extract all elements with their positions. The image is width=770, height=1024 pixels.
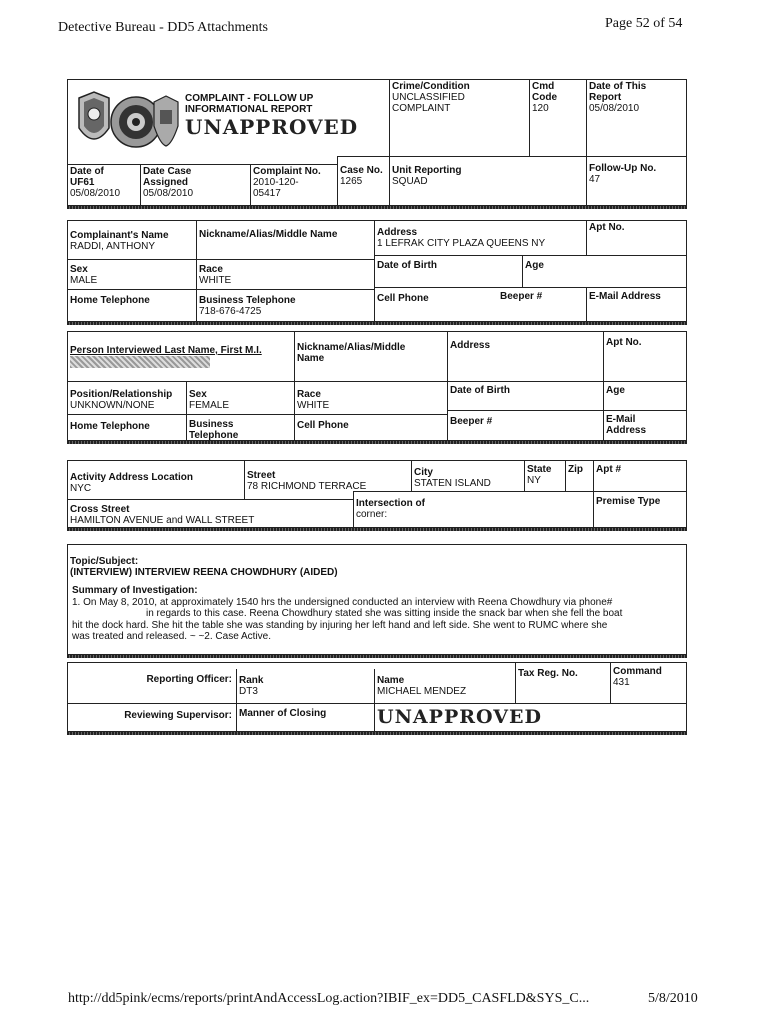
closing-stamp-cell xyxy=(374,703,687,731)
complainant-sex-cell: Sex MALE xyxy=(68,259,196,289)
complainant-cell-phone-cell: Cell Phone xyxy=(374,287,498,321)
interviewed-sex-cell: Sex FEMALE xyxy=(186,381,294,414)
interviewed-cell-phone-cell: Cell Phone xyxy=(294,414,447,440)
rank-cell: Rank DT3 xyxy=(236,669,374,703)
interviewed-race-cell: Race WHITE xyxy=(294,381,447,414)
manner-of-closing-cell: Manner of Closing xyxy=(236,703,374,731)
activity-cross-street-cell: Cross Street HAMILTON AVENUE and WALL STREET xyxy=(68,499,353,527)
date-uf61-cell: Date of UF61 05/08/2010 xyxy=(68,164,140,206)
interviewed-home-tel-cell: Home Telephone xyxy=(68,414,186,440)
complainant-home-tel-cell: Home Telephone xyxy=(68,289,196,321)
unapproved-stamp-bottom: UNAPPROVED xyxy=(377,706,542,728)
officer-name-cell: Name MICHAEL MENDEZ xyxy=(374,669,515,703)
command-cell: Command 431 xyxy=(610,663,687,703)
followup-no-cell: Follow-Up No. 47 xyxy=(586,156,687,206)
interviewed-business-tel-cell: Business Telephone xyxy=(186,414,294,440)
activity-location-cell: Activity Address Location NYC xyxy=(70,472,193,494)
police-badges xyxy=(74,88,182,158)
date-of-report-cell: Date of This Report 05/08/2010 xyxy=(586,80,687,156)
interviewed-age-cell: Age xyxy=(603,381,687,410)
person-interviewed-section xyxy=(67,331,687,441)
activity-state-cell: State NY xyxy=(524,461,565,491)
interviewed-email-cell: E-Mail Address xyxy=(603,410,687,440)
activity-city-cell: City STATEN ISLAND xyxy=(411,461,524,491)
report-title: COMPLAINT - FOLLOW UP INFORMATIONAL REPORT UNAPPROVED xyxy=(185,93,359,139)
page-number: Page 52 of 54 xyxy=(605,16,683,31)
summary-of-investigation: Summary of Investigation: 1. On May 8, 2010, at approximately 1540 hrs the undersigned conducted an interview with Reena Chowdhury via phone# in regards to this case. Reena Chowdhury stated she was sitting inside the snack bar when she fell the boat hit the dock hard. She hit the table she was standing by injuring her left hand and left side. She went to RUMC where she was treated and released. ~ ~2. Case Active. xyxy=(72,585,623,642)
activity-apt-cell: Apt # xyxy=(593,461,687,491)
complainant-dob-cell: Date of Birth xyxy=(374,255,522,287)
activity-address-section xyxy=(67,460,687,528)
complainant-business-tel-cell: Business Telephone 718-676-4725 xyxy=(196,289,374,321)
case-no-cell: Case No. 1265 xyxy=(337,156,389,206)
report-header-section xyxy=(67,79,687,206)
signoff-section xyxy=(67,662,687,732)
complainant-age-cell: Age xyxy=(522,255,687,287)
tax-reg-no-cell: Tax Reg. No. xyxy=(515,663,610,703)
footer-date: 5/8/2010 xyxy=(648,991,698,1006)
interviewed-name-cell: Person Interviewed Last Name, First M.I. xyxy=(68,344,294,381)
unapproved-stamp: UNAPPROVED xyxy=(185,115,359,139)
interviewed-dob-cell: Date of Birth xyxy=(447,381,603,410)
activity-zip-cell: Zip xyxy=(565,461,593,491)
crime-condition-cell: Crime/Condition UNCLASSIFIED COMPLAINT xyxy=(389,80,529,156)
reporting-officer-label-cell: Reporting Officer: xyxy=(146,674,232,685)
complainant-address-cell: Address 1 LEFRAK CITY PLAZA QUEENS NY xyxy=(374,221,586,255)
complaint-no-cell: Complaint No. 2010-120- 05417 xyxy=(250,164,337,206)
interviewed-beeper-cell: Beeper # xyxy=(447,410,603,440)
topic-summary-section xyxy=(67,544,687,655)
nypd-shield-icon xyxy=(79,92,109,139)
unit-reporting-cell: Unit Reporting SQUAD xyxy=(389,156,586,206)
complainant-race-cell: Race WHITE xyxy=(196,259,374,289)
complainant-section xyxy=(67,220,687,322)
redacted-name xyxy=(70,356,210,368)
footer-url: http://dd5pink/ecms/reports/printAndAccessLog.action?IBIF_ex=DD5_CASFLD&SYS_C... xyxy=(68,991,590,1006)
activity-street-cell: Street 78 RICHMOND TERRACE xyxy=(244,461,411,499)
interviewed-apt-cell: Apt No. xyxy=(603,332,687,381)
complainant-apt-cell: Apt No. xyxy=(586,221,687,255)
activity-intersection-cell: Intersection of corner: xyxy=(353,491,593,527)
activity-premise-type-cell: Premise Type xyxy=(593,491,687,527)
reviewing-supervisor-label-cell: Reviewing Supervisor: xyxy=(68,703,236,731)
complainant-email-cell: E-Mail Address xyxy=(586,287,687,321)
complainant-name-cell: Complainant's Name RADDI, ANTHONY xyxy=(70,230,169,252)
interviewed-address-cell: Address xyxy=(447,332,603,381)
interviewed-nickname-cell: Nickname/Alias/Middle Name xyxy=(294,332,447,381)
complainant-beeper-cell: Beeper # xyxy=(498,287,586,321)
complainant-nickname-cell: Nickname/Alias/Middle Name xyxy=(196,221,374,259)
detective-badge-icon xyxy=(154,96,178,146)
page-header-title: Detective Bureau - DD5 Attachments xyxy=(58,20,268,35)
topic-subject-cell: Topic/Subject: (INTERVIEW) INTERVIEW REENA CHOWDHURY (AIDED) xyxy=(70,556,338,578)
cmd-code-cell: Cmd Code 120 xyxy=(529,80,586,156)
interviewed-position-cell: Position/Relationship UNKNOWN/NONE xyxy=(68,381,186,414)
date-assigned-cell: Date Case Assigned 05/08/2010 xyxy=(140,164,250,206)
